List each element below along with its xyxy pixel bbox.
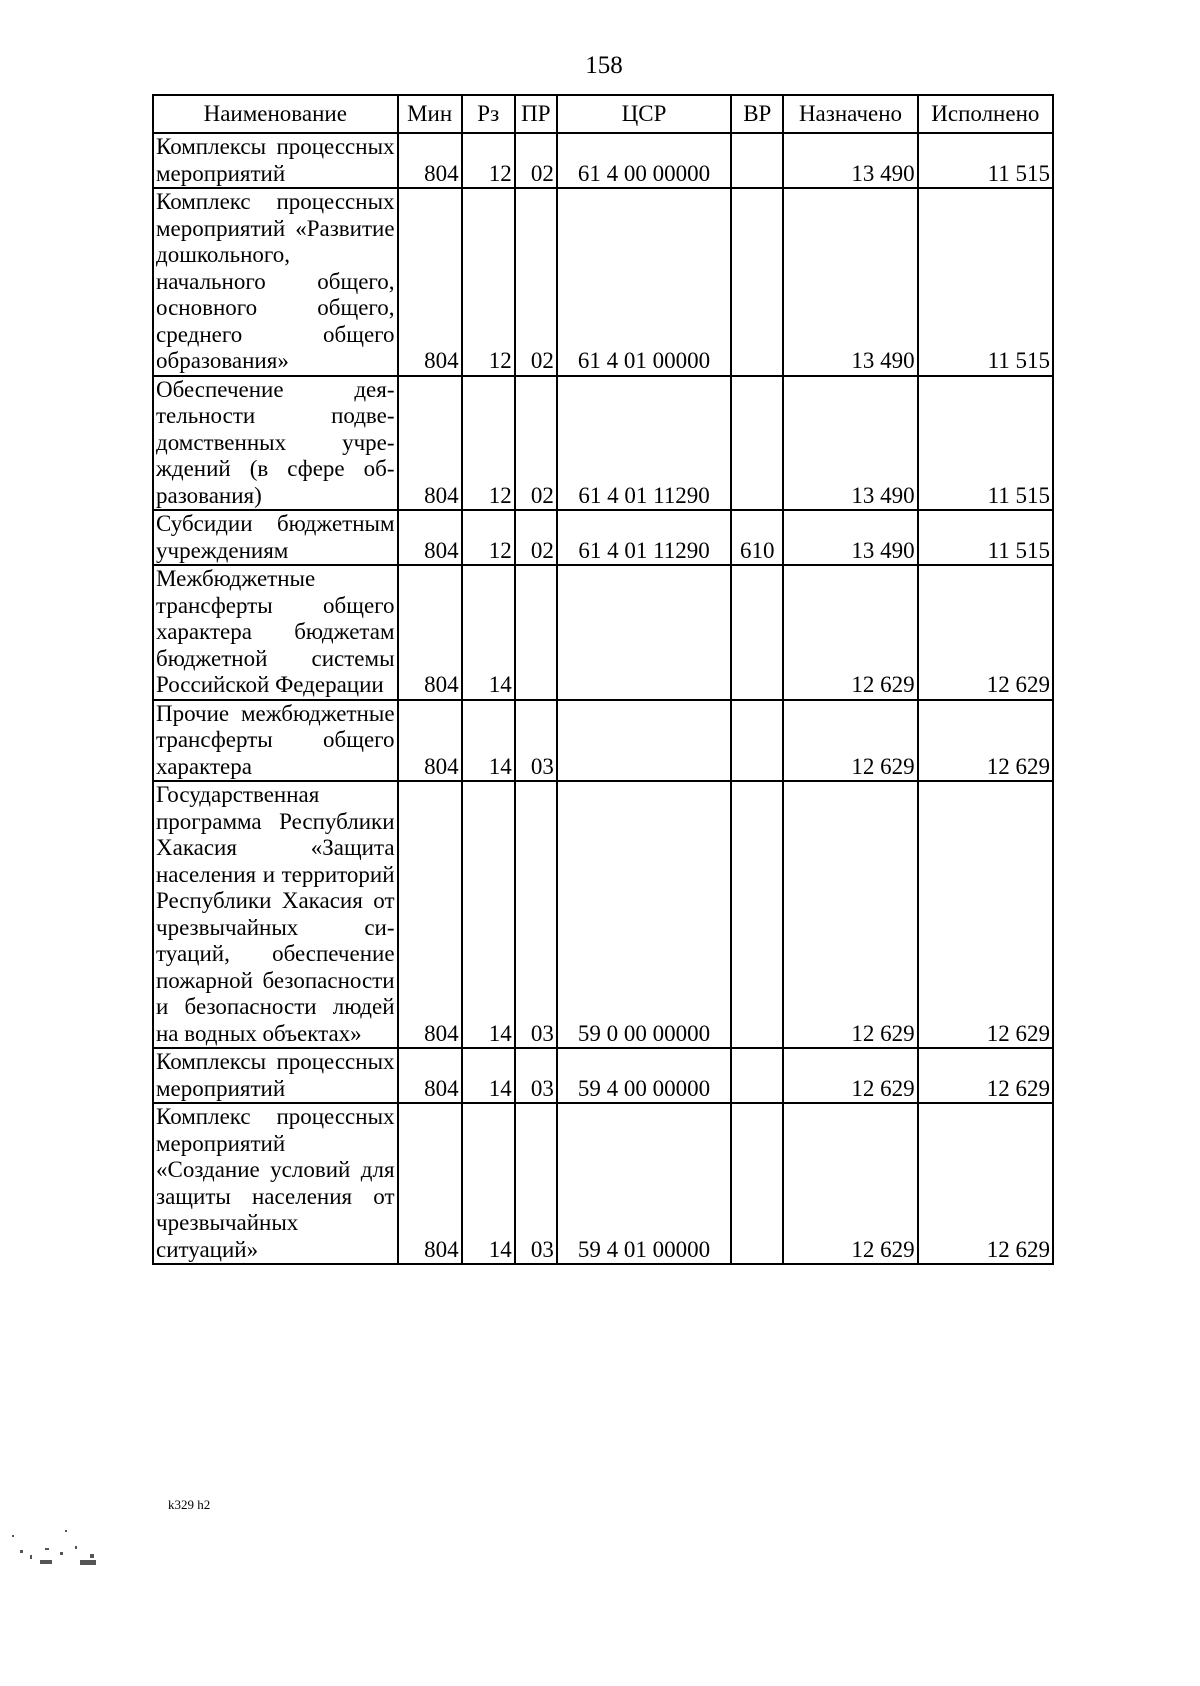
table-row <box>153 188 1053 376</box>
cell-name: Прочие межбюджетные трансферты общего характера <box>153 700 398 782</box>
header-rz: Рз <box>462 95 515 133</box>
cell-rz: 14 <box>462 700 515 782</box>
cell-executed: 11 515 <box>918 133 1053 188</box>
table-row <box>153 781 1053 1048</box>
cell-rz: 14 <box>462 781 515 1048</box>
cell-executed: 12 629 <box>918 1048 1053 1103</box>
cell-executed: 12 629 <box>918 781 1053 1048</box>
cell-assigned: 12 629 <box>783 700 917 782</box>
cell-csr: 59 4 01 00000 <box>557 1103 731 1264</box>
cell-min: 804 <box>398 1103 462 1264</box>
table-row <box>153 565 1053 700</box>
table-body <box>153 133 1053 1264</box>
cell-pr: 02 <box>515 188 557 376</box>
cell-name: Комплекс процессных мероприятий «Создание условий для защиты населения от чрезвычайных ситуаций» <box>153 1103 398 1264</box>
cell-assigned: 12 629 <box>783 781 917 1048</box>
cell-min: 804 <box>398 376 462 511</box>
table-row <box>153 376 1053 511</box>
cell-min: 804 <box>398 1048 462 1103</box>
cell-executed: 12 629 <box>918 1103 1053 1264</box>
table-row <box>153 510 1053 565</box>
cell-assigned: 13 490 <box>783 133 917 188</box>
cell-rz: 14 <box>462 1103 515 1264</box>
header-csr: ЦСР <box>557 95 731 133</box>
cell-pr: 03 <box>515 700 557 782</box>
cell-assigned: 12 629 <box>783 565 917 700</box>
cell-min: 804 <box>398 133 462 188</box>
cell-rz: 12 <box>462 133 515 188</box>
cell-pr: 02 <box>515 510 557 565</box>
page-number: 158 <box>585 52 623 79</box>
cell-pr: 03 <box>515 1048 557 1103</box>
cell-csr <box>557 700 731 782</box>
cell-csr: 59 4 00 00000 <box>557 1048 731 1103</box>
cell-assigned: 12 629 <box>783 1048 917 1103</box>
cell-csr: 61 4 01 00000 <box>557 188 731 376</box>
cell-rz: 12 <box>462 188 515 376</box>
cell-pr: 03 <box>515 781 557 1048</box>
header-name: Наименование <box>153 95 398 133</box>
table-header-row <box>153 95 1053 133</box>
table-row <box>153 700 1053 782</box>
cell-vr <box>731 565 783 700</box>
table-row <box>153 1048 1053 1103</box>
cell-name: Комплекс процессных мероприятий «Развитие дошкольного, начального общего, основного общего, среднего общего образования» <box>153 188 398 376</box>
cell-min: 804 <box>398 781 462 1048</box>
table-row <box>153 133 1053 188</box>
cell-vr <box>731 781 783 1048</box>
table-row <box>153 1103 1053 1264</box>
cell-vr <box>731 376 783 511</box>
cell-pr: 02 <box>515 133 557 188</box>
cell-name: Комплексы процессных мероприятий <box>153 1048 398 1103</box>
cell-vr: 610 <box>731 510 783 565</box>
cell-csr: 61 4 01 11290 <box>557 376 731 511</box>
cell-csr: 59 0 00 00000 <box>557 781 731 1048</box>
header-assigned: Назначено <box>783 95 917 133</box>
cell-csr <box>557 565 731 700</box>
cell-vr <box>731 1048 783 1103</box>
cell-min: 804 <box>398 565 462 700</box>
cell-rz: 14 <box>462 1048 515 1103</box>
cell-vr <box>731 1103 783 1264</box>
cell-assigned: 13 490 <box>783 376 917 511</box>
cell-executed: 11 515 <box>918 510 1053 565</box>
footer-document-code: k329 h2 <box>168 1497 211 1512</box>
cell-executed: 12 629 <box>918 565 1053 700</box>
cell-csr: 61 4 01 11290 <box>557 510 731 565</box>
cell-vr <box>731 188 783 376</box>
cell-assigned: 12 629 <box>783 1103 917 1264</box>
cell-name: Межбюджетные трансферты общего характера бюджетам бюджетной системы Российской Федерации <box>153 565 398 700</box>
cell-name: Комплексы процессных мероприятий <box>153 133 398 188</box>
cell-pr <box>515 565 557 700</box>
cell-min: 804 <box>398 188 462 376</box>
budget-execution-table <box>152 94 1054 1265</box>
cell-min: 804 <box>398 700 462 782</box>
cell-name: Государственная программа Республики Хакасия «Защита населения и территорий Республики Хакасия от чрезвычайных ситуаций, обеспечение пожарной безопасности и безопасности людей на водных объектах» <box>153 781 398 1048</box>
cell-assigned: 13 490 <box>783 188 917 376</box>
cell-rz: 14 <box>462 565 515 700</box>
cell-executed: 12 629 <box>918 700 1053 782</box>
cell-vr <box>731 133 783 188</box>
cell-pr: 03 <box>515 1103 557 1264</box>
cell-vr <box>731 700 783 782</box>
cell-min: 804 <box>398 510 462 565</box>
cell-assigned: 13 490 <box>783 510 917 565</box>
cell-name: Обеспечение деятельности подведомственных учреждений (в сфере образования) <box>153 376 398 511</box>
header-min: Мин <box>398 95 462 133</box>
scan-noise-artifact <box>0 1480 115 1568</box>
cell-executed: 11 515 <box>918 188 1053 376</box>
header-pr: ПР <box>515 95 557 133</box>
cell-csr: 61 4 00 00000 <box>557 133 731 188</box>
cell-rz: 12 <box>462 510 515 565</box>
cell-name: Субсидии бюджетным учреждениям <box>153 510 398 565</box>
header-executed: Исполнено <box>918 95 1053 133</box>
cell-rz: 12 <box>462 376 515 511</box>
cell-pr: 02 <box>515 376 557 511</box>
header-vr: ВР <box>731 95 783 133</box>
cell-executed: 11 515 <box>918 376 1053 511</box>
